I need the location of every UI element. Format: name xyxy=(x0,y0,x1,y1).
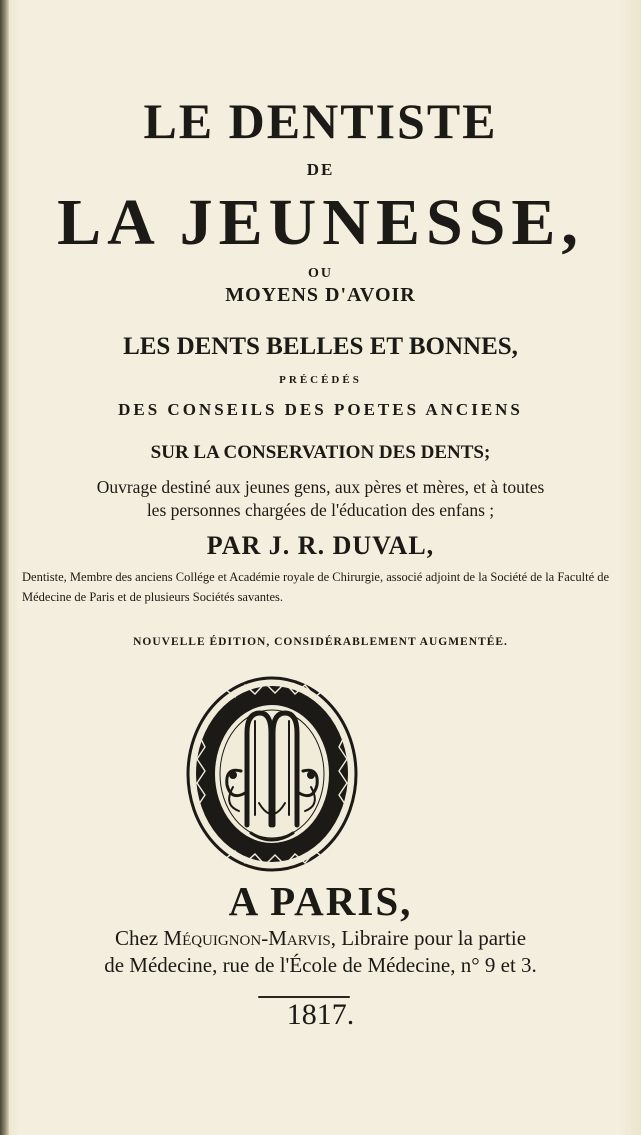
publisher-prefix: Chez xyxy=(114,926,164,950)
title-line-2: LA JEUNESSE, xyxy=(57,186,584,259)
counsel-line-1: DES CONSEILS DES POETES ANCIENS xyxy=(118,400,523,419)
publication-year: 1817. xyxy=(286,998,355,1031)
publisher-rest: , Libraire pour la partie xyxy=(330,926,527,950)
subtitle-connector-ou: OU xyxy=(308,266,333,281)
publisher-line-2: de Médecine, rue de l'École de Médecine, n° 9 et 3. xyxy=(104,953,537,977)
title-line-1: LE DENTISTE xyxy=(143,93,498,149)
ornamental-monogram-emblem-icon xyxy=(185,675,359,873)
preceded-label: PRÉCÉDÉS xyxy=(279,374,362,386)
title-connector-de: DE xyxy=(306,160,335,179)
edition-note: NOUVELLE ÉDITION, CONSIDÉRABLEMENT AUGMENTÉE. xyxy=(133,636,508,648)
counsel-line-2: SUR LA CONSERVATION DES DENTS; xyxy=(150,442,491,463)
publisher-name: Méquignon-Marvis xyxy=(163,926,331,950)
author-name: PAR J. R. DUVAL, xyxy=(206,531,435,560)
author-credentials: Dentiste, Membre des anciens Collége et Académie royale de Chirurgie, associé adjoint de la Société de la Faculté de Médecine de Paris et de plusieurs Sociétés savantes. xyxy=(22,570,610,604)
audience-line-2: les personnes chargées de l'éducation des enfans ; xyxy=(146,500,495,520)
subtitle-line-2: LES DENTS BELLES ET BONNES, xyxy=(123,333,518,360)
publication-place: A PARIS, xyxy=(228,878,413,924)
subtitle-line-1: MOYENS D'AVOIR xyxy=(225,284,416,306)
publisher-line-1 xyxy=(0,926,641,951)
audience-line-1: Ouvrage destiné aux jeunes gens, aux pères et mères, et à toutes xyxy=(96,477,545,497)
